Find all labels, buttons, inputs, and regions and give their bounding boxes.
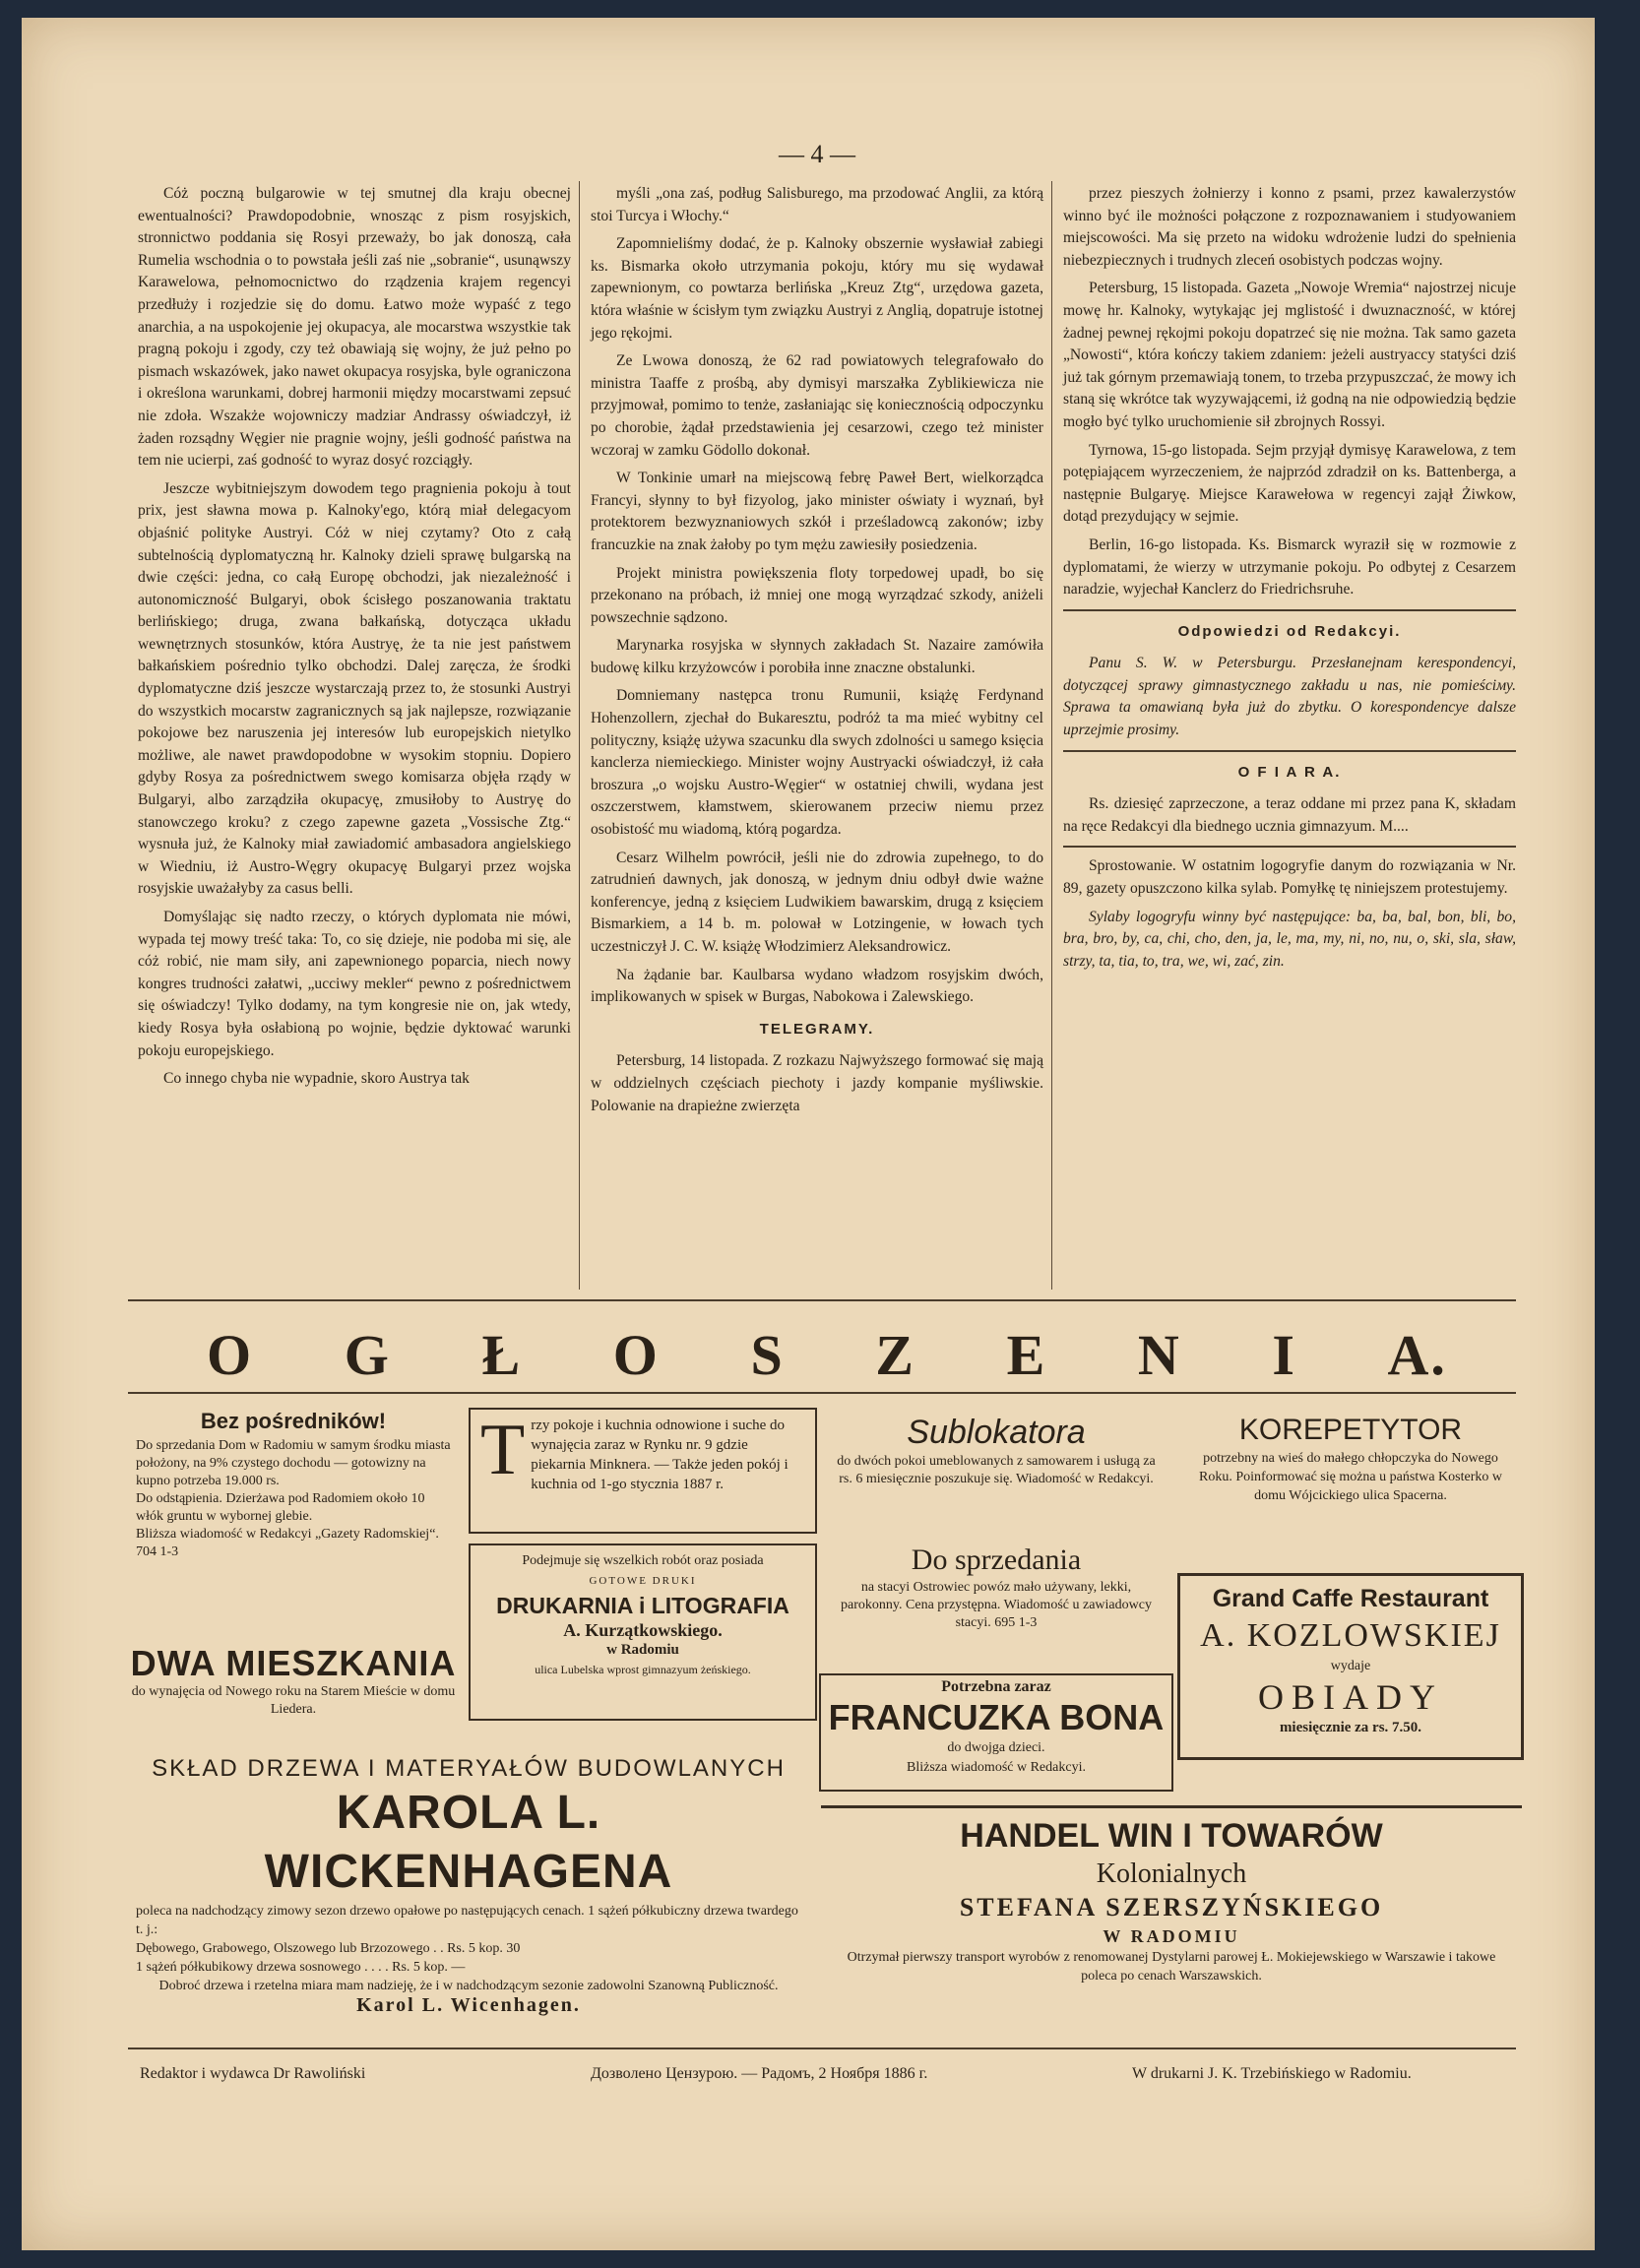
ad-text: Dębowego, Grabowego, Olszowego lub Brzozowego . . Rs. 5 kop. 30: [136, 1941, 521, 1956]
ad-text: 1 sążeń półkubikowy drzewa sosnowego . . . . Rs. 5 kop. —: [136, 1960, 466, 1975]
paragraph: W Tonkinie umarł na miejscową febrę Paweł Bert, wielkorządca Francyi, słynny to był fizyolog, jako minister oświaty i wyznań, był protektorem bezwyznaniowych szkół i prześladowcą zakonów; izby francuzkie na znak żałoby po tym mężu zawiesiły posiedzenia.: [591, 470, 1043, 553]
footer-editor: Redaktor i wydawca Dr Rawoliński: [140, 2065, 366, 2082]
banner-letter: Ł: [481, 1322, 523, 1387]
ad-text: W RADOMIU: [1103, 1926, 1240, 1946]
ad-title: HANDEL WIN I TOWARÓW: [960, 1817, 1383, 1855]
paragraph: przez pieszych żołnierzy i konno z psami, przez kawalerzystów winno być ile możności połączone z rozpoznawaniem i studyowaniem miejscowości. Ma się przeto na widoku wdrożenie ludzi do spełnienia niebezpiecznych i trudnych zleceń osobistych podczas wojny.: [1063, 185, 1516, 269]
paragraph: Berlin, 16-go listopada. Ks. Bismarck wyraził się w rozmowie z dyplomatami, że wierzy w utrzymanie pokoju. Po odbytej z Cesarzem naradzie, wyjechał Kanclerz do Friedrichsruhe.: [1063, 536, 1516, 598]
ad-text: do wynajęcia od Nowego roku na Starem Mieście w domu Liedera.: [131, 1684, 456, 1717]
ogloszenia-banner: [207, 1322, 1447, 1387]
paragraph: Projekt ministra powiększenia floty torpedowej upadł, bo się przekonano na próbach, iż mniej one mogą wyrządzać szkody, aniżeli powszechnie sądzono.: [591, 564, 1043, 626]
ad-text: do dwóch pokoi umeblowanych z samowarem i usługą za rs. 6 miesięcznie poszukuje się. Wiadomość w Redakcyi.: [837, 1454, 1156, 1486]
footer-censor: Дозволено Цензурою. — Радомъ, 2 Ноября 1886 г.: [591, 2065, 928, 2082]
ad-text: Do odstąpienia. Dzierżawa pod Radomiem około 10 włók gruntu w wybornej glebie.: [136, 1491, 425, 1524]
paragraph: Cesarz Wilhelm powrócił, jeśli nie do zdrowia zupełnego, to do zatrudnień dawnych, jak donoszą, w jednym dniu odbył dwie ważne konferencye, jedną z księciem Ludwikiem bawarskim, drugą z księciem Bismarkiem, a 14 b. m. polował w Lotzingenie, w łowach tych uczestniczył J. C. W. książę Włodzimierz Aleksandrowicz.: [591, 849, 1043, 955]
ad-title: Do sprzedania: [911, 1544, 1082, 1576]
paragraph: Cóż poczną bulgarowie w tej smutnej dla kraju obecnej ewentualności? Prawdopodobnie, wnosząc z pism rosyjskich, stronnictwo poddania się Rosyi przeważy, bo jak donoszą, cała Rumelia wschodnia o to powstała jeśli zaś nie „sobranie“, usunąwszy Karawelowa, pełnomocnictwo do rządzenia krajem regencyi przedłuży i rozjedzie się do domu. Łatwo może wypaść z tego anarchia, a na uspokojenie jej okupacya, ale mocarstwa wszystkie tak pragną pokoju i zgody, czy też obawiają się wojny, że już pełno po pismach wskazówek, jako nawet okupacya rosyjska, byle ograniczona i określona warunkami, dobrej harmonii między mocarstwami zepsuć nie zdoła. Wszakże wojowniczy madziar Andrassy oświadczył, iż żaden rozsądny Węgier nie pragnie wojny, jeśli godność państwa na tem nie ucierpi, zaś godność to wyraz dosyć rozciągły.: [138, 185, 571, 470]
ad-title: Bez pośredników!: [200, 1409, 387, 1433]
drop-cap: T: [480, 1410, 526, 1490]
ad-text: do dwojga dzieci.: [947, 1740, 1045, 1755]
ad-text: Bliższa wiadomość w Redakcyi „Gazety Radomskiej“. 704 1-3: [136, 1527, 439, 1559]
ad-text: ulica Lubelska wprost gimnazyum żeńskiego.: [535, 1663, 751, 1676]
divider: [128, 1392, 1516, 1394]
banner-letter: A.: [1387, 1322, 1447, 1387]
divider: [1063, 609, 1516, 611]
paragraph: Sprostowanie. W ostatnim logogryfie danym do rozwiązania w Nr. 89, gazety opuszczono kilka sylab. Pomyłkę tę niniejszem protestujemy.: [1063, 857, 1516, 898]
ad-text: na stacyi Ostrowiec powóz mało używany, lekki, parokonny. Cena przystępna. Wiadomość u zawiadowcy stacyi. 695 1-3: [841, 1580, 1152, 1630]
divider: [128, 2048, 1516, 2049]
ad-title: FRANCUZKA BONA: [828, 1697, 1165, 1737]
paragraph: myśli „ona zaś, podług Salisburego, ma przodować Anglii, za którą stoi Turcya i Włochy.“: [591, 185, 1043, 224]
banner-letter: S: [750, 1322, 785, 1387]
divider: [1063, 846, 1516, 848]
ad-korepetytor: [1177, 1406, 1524, 1557]
ad-text: poleca na nadchodzący zimowy sezon drzewo opałowe po następujących cenach. 1 sążeń półkubiczny drzewa twardego t. j.:: [136, 1904, 798, 1937]
ad-text: Kolonialnych: [1096, 1858, 1247, 1889]
paragraph: Domyślając się nadto rzeczy, o których dyplomata nie mówi, wypada tej mowy treść taka: To, co się dzieje, nie podoba mi się, ale cóż robić, nie mam siły, ani zapewnionego poparcia, niech nowy kongres trudności załatwi, „ucciwy mekler“ pewno z pośrednictwem się oświadczy! Tylko dodamy, na tym kongresie nie on, jak wtedy, kiedy Rosya była osłabioną po wojnie, będzie dyktować warunki pokoju europejskiego.: [138, 909, 571, 1059]
ad-text: w Radomiu: [606, 1642, 679, 1658]
banner-letter: I: [1272, 1322, 1296, 1387]
paragraph: Rs. dziesięć zaprzeczone, a teraz oddane mi przez pana K, składam na ręce Redakcyi dla biednego ucznia gimnazyum. M....: [1063, 795, 1516, 835]
paragraph: Panu S. W. w Petersburgu. Przesłanejnam kerespondencyi, dotyczącej sprawy gimnastycznego zakładu u nas, nie pomieściмy. Sprawa ta omawianą była już do zbytku. O korespondencye dalsze uprzejmie prosimy.: [1063, 655, 1516, 739]
ad-text: Podejmuje się wszelkich robót oraz posiada: [522, 1553, 764, 1568]
paragraph: Domniemany następca tronu Rumunii, książę Ferdynand Hohenzollern, zjechał do Bukaresztu, podróż ta ma mieć wybitny cel polityczny, książę używa szacunku dla swych zdolności u samego księcia kanclerza niemieckiego. Minister wojny Austryacki oświadczył, iż cała broszura „o wojsku Austro-Węgier“ w ostatniej chwili, wydana jest oszczerstwem, kłamstwem, skierowanem przeciw niemu przez osobistość mu wiadomą, którą pogardza.: [591, 687, 1043, 839]
banner-letter: G: [344, 1322, 391, 1387]
ad-title: KOREPETYTOR: [1238, 1414, 1463, 1446]
paragraph: Marynarka rosyjska w słynnych zakładach St. Nazaire zamówiła budowę kilku krzyżowców i porobiła inne znaczne obstalunki.: [591, 637, 1043, 676]
ad-text: Potrzebna zaraz: [941, 1678, 1051, 1695]
ad-text: wydaje: [1330, 1659, 1371, 1673]
paragraph: Na żądanie bar. Kaulbarsa wydano władzom rosyjskim dwóch, implikowanych w spisek w Burgas, Nabokowa i Zalewskiego.: [591, 966, 1043, 1006]
ad-handel-win: [821, 1805, 1522, 2030]
ad-dwa-mieszkania: [126, 1642, 461, 1729]
ad-bez-posrednikow: [126, 1406, 461, 1634]
paragraph: Zapomnieliśmy dodać, że p. Kalnoky obszernie wysławiał zabiegi ks. Bismarka około utrzymania pokoju, który mu się wydawał zapewnionym, co powtarza berlińska „Kreuz Ztg“, urzędowa gazeta, która właśnie w ścisłym tym związku Austryi z Anglią, dopatruje istotnej jego rękojmi.: [591, 235, 1043, 342]
ad-text: potrzebny na wieś do małego chłopczyka do Nowego Roku. Poinformować się można u państwa Kosterko w domu Wójcickiego ulica Spacerna.: [1199, 1451, 1502, 1503]
divider: [128, 1299, 1516, 1301]
divider: [1063, 750, 1516, 752]
paragraph: Petersburg, 15 listopada. Gazeta „Nowoje Wremia“ najostrzej nicuje mowę hr. Kalnoky, wytykając jej mglistość i dwuznaczność, w której żadnej pewnej rękojmi pokoju dopatrzeć się nie można. Tak samo gazeta „Nowosti“, która kończy takiem zdaniem: jeżeli austryaccy statyści dziś już tak górnym przemawiają tonem, to trzeba przypuszczać, że mowy ich staną się wkrótce tak wyzywającemi, iż godną na nie odpowiedzią będzie mogło być tylko uruchomienie sił zbrojnych Rossyi.: [1063, 280, 1516, 430]
paragraph: Jeszcze wybitniejszym dowodem tego pragnienia pokoju à tout prix, jest sławna mowa p. Kalnoky'ego, którą miał delegacyom objaśnić polityke Austryi. Cóż w niej czytamy? Oto z całą subtelnością dyplomatyczną hr. Kalnoky dzieli sprawę bulgarską na dwie części: jedna, co całą Europę obchodzi, jak niezależność i autonomiczność Bulgaryi, obok ścisłego poszanowania traktatu berlińskiego; druga, zwana bałkańską, dotycząca układu wewnętrznych stosunków, która Austryę, że ta nie jest państwem bałkańskiem pośrednio tylko obchodzi. Dalej zaręcza, że środki dyplomatyczne dziś jeszcze wystarczają przez to, że stosunki Austryi do wszystkich mocarstw zagranicznych są jak najlepsze, rozwiązanie pokojowe bez naruszenia jej interesów lub europejskich nietylko możliwe, ale nawet prawdopodobne w wysokim stopniu. Dopiero gdyby Rosya za pośrednictwem swego komisarza objęła rządy w Bulgaryi, albo zarządziła okupacyę, zmusiłoby to Austryę do stanowczego kroku? z czego zapewne gazeta „Vossische Ztg.“ wysnuła już, że Kalnoky miał zawiadomić ambasadora angielskiego w Wiedniu, iż Austro-Węgry okupacyę Bulgaryi przez wojska rosyjskie uważałyby za casus belli.: [138, 479, 571, 898]
banner-letter: Z: [875, 1322, 915, 1387]
paragraph: Tyrnowa, 15-go listopada. Sejm przyjął dymisyę Karawelowa, z tem potępiającem wyrzeczeniem, że najprzód zdradził on ks. Battenberga, a następnie Bulgaryę. Miejsce Karawełowa w regencyi zajął Żiwkow, dotąd prezydujący w sejmie.: [1063, 441, 1516, 526]
ad-text: Otrzymał pierwszy transport wyrobów z renomowanej Dystylarni parowej Ł. Mokiejewskiego w Warszawie i takowe poleca po cenach Warszawskich.: [847, 1950, 1496, 1984]
column-3: [1063, 183, 1516, 978]
ad-wickenhagen: [126, 1748, 811, 2040]
ad-title: DRUKARNIA i LITOGRAFIA: [496, 1593, 789, 1618]
answers-heading: Odpowiedzi od Redakcyi.: [1177, 622, 1402, 640]
paragraph: Sylaby logogryfu winny być następujące: ba, ba, bal, bon, bli, bo, bra, bro, by, ca, chi, cho, den, ja, le, ma, my, ni, no, nu, o, ski, sla, sław, strzy, ta, tia, to, tra, we, wi, zać, zin.: [1063, 908, 1516, 970]
ad-title: Grand Caffe Restaurant: [1212, 1585, 1489, 1612]
ad-title: Sublokatora: [907, 1414, 1086, 1451]
page-number: — 4 —: [779, 140, 855, 168]
ad-text: Dobroć drzewa i rzetelna miara mam nadzieję, że i w nadchodzącym sezonie zadowolni Szanowną Publiczność.: [158, 1979, 779, 1993]
ad-text: A. Kurzątkowskiego.: [563, 1620, 723, 1640]
banner-letter: O: [612, 1322, 660, 1387]
telegram-heading: TELEGRAMY.: [759, 1020, 875, 1038]
banner-letter: E: [1006, 1322, 1047, 1387]
banner-letter: N: [1137, 1322, 1181, 1387]
footer-printer: W drukarni J. K. Trzebińskiego w Radomiu.: [1132, 2065, 1412, 2082]
ad-text: A. KOZLOWSKIEJ: [1200, 1617, 1501, 1654]
ad-title: SKŁAD DRZEWA I MATERYAŁÓW BUDOWLANYCH: [152, 1755, 786, 1782]
ad-text: KAROLA L. WICKENHAGENA: [264, 1787, 673, 1898]
ad-text: GOTOWE DRUKI: [589, 1575, 697, 1587]
ad-do-sprzedania: [825, 1536, 1167, 1666]
paragraph: Petersburg, 14 listopada. Z rozkazu Najwyższego formować się mają w oddzielnych częściach piechoty i jazdy kompanie myśliwskie. Polowanie na drapieżne zwierzęta: [591, 1052, 1043, 1114]
banner-letter: O: [207, 1322, 254, 1387]
column-divider: [1051, 181, 1052, 1290]
ad-text: OBIADY: [1258, 1677, 1443, 1717]
column-2: [591, 183, 1043, 1123]
ad-drukarnia: [469, 1544, 817, 1721]
column-1: [138, 183, 571, 1097]
paragraph: Co innego chyba nie wypadnie, skoro Austrya tak: [163, 1070, 470, 1088]
ad-text: STEFANA SZERSZYŃSKIEGO: [959, 1893, 1384, 1922]
ad-trzy-pokoje: [469, 1408, 817, 1534]
ad-francuzka-bona: [819, 1673, 1173, 1792]
column-divider: [579, 181, 580, 1290]
ad-text: rzy pokoje i kuchnia odnowione i suche do wynajęcia zaraz w Rynku nr. 9 gdzie piekarnia Minknera. — Także jeden pokój i kuchnia od 1-go stycznia 1887 r.: [531, 1418, 788, 1492]
ad-sublokatora: [825, 1406, 1167, 1526]
ad-text: Do sprzedania Dom w Radomiu w samym środku miasta położony, na 9% czystego dochodu — gotowizny na kupno potrzeba 19.000 rs.: [136, 1438, 451, 1488]
ad-text: Karol L. Wicenhagen.: [356, 1994, 581, 2016]
ad-title: DWA MIESZKANIA: [130, 1643, 457, 1683]
ofiara-heading: O F I A R A.: [1237, 763, 1342, 781]
paragraph: Ze Lwowa donoszą, że 62 rad powiatowych telegrafowało do ministra Taaffe z prośbą, aby dymisyi marszałka Zyblikiewicza nie przyjmował, pomimo to tenże, zasłaniając się koniecznością odpoczynku po chorobie, żądał przedstawienia jej cesarzowi, czego też minister wczoraj w zamku Gödollo dokonał.: [591, 352, 1043, 459]
ad-grand-caffe: [1177, 1573, 1524, 1760]
ad-text: Bliższa wiadomość w Redakcyi.: [907, 1760, 1086, 1775]
ad-text: miesięcznie za rs. 7.50.: [1279, 1720, 1422, 1735]
